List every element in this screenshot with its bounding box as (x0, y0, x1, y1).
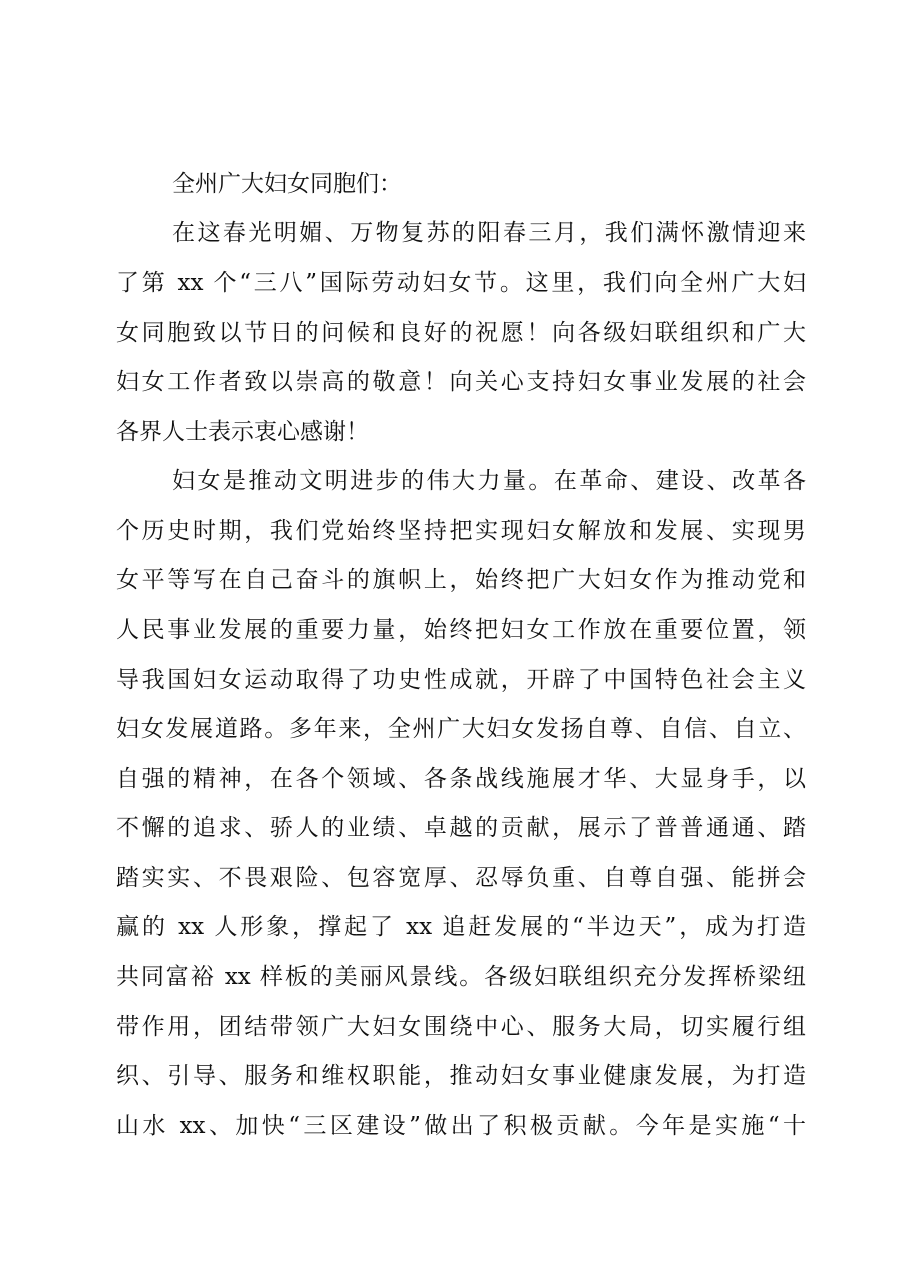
paragraph-line: 人民事业发展的重要力量，始终把妇女工作放在重要位置，领 (116, 617, 806, 643)
paragraph-line: 带作用，团结带领广大妇女围绕中心、服务大局，切实履行组 (116, 1014, 806, 1040)
paragraph-line: 女平等写在自己奋斗的旗帜上，始终把广大妇女作为推动党和 (116, 567, 806, 593)
paragraph-line: 赢的 xx 人形象，撑起了 xx 追赶发展的“半边天”，成为打造 (116, 914, 806, 940)
paragraph-line: 踏实实、不畏艰险、包容宽厚、忍辱负重、自尊自强、能拼会 (116, 865, 806, 891)
paragraph-line: 妇女工作者致以崇高的敬意！向关心支持妇女事业发展的社会 (116, 369, 806, 395)
paragraph-line: 山水 xx、加快“三区建设”做出了积极贡献。今年是实施“十 (116, 1113, 806, 1139)
paragraph-line: 妇女发展道路。多年来，全州广大妇女发扬自尊、自信、自立、 (116, 716, 806, 742)
paragraph-line: 女同胞致以节日的问候和良好的祝愿！向各级妇联组织和广大 (116, 320, 806, 346)
paragraph-line: 不懈的追求、骄人的业绩、卓越的贡献，展示了普普通通、踏 (116, 815, 806, 841)
paragraph-line: 自强的精神，在各个领域、各条战线施展才华、大显身手，以 (116, 766, 806, 792)
paragraph-line: 在这春光明媚、万物复苏的阳春三月，我们满怀激情迎来 (172, 220, 806, 246)
paragraph-line: 各界人士表示衷心感谢！ (116, 419, 369, 445)
paragraph-line: 个历史时期，我们党始终坚持把实现妇女解放和发展、实现男 (116, 518, 806, 544)
paragraph-line: 织、引导、服务和维权职能，推动妇女事业健康发展，为打造 (116, 1063, 806, 1089)
paragraph-line: 了第 xx 个“三八”国际劳动妇女节。这里，我们向全州广大妇 (116, 270, 806, 296)
salutation: 全州广大妇女同胞们： (172, 171, 402, 197)
paragraph-line: 共同富裕 xx 样板的美丽风景线。各级妇联组织充分发挥桥梁纽 (116, 964, 806, 990)
paragraph-line: 妇女是推动文明进步的伟大力量。在革命、建设、改革各 (172, 468, 806, 494)
paragraph-line: 导我国妇女运动取得了功史性成就，开辟了中国特色社会主义 (116, 667, 806, 693)
